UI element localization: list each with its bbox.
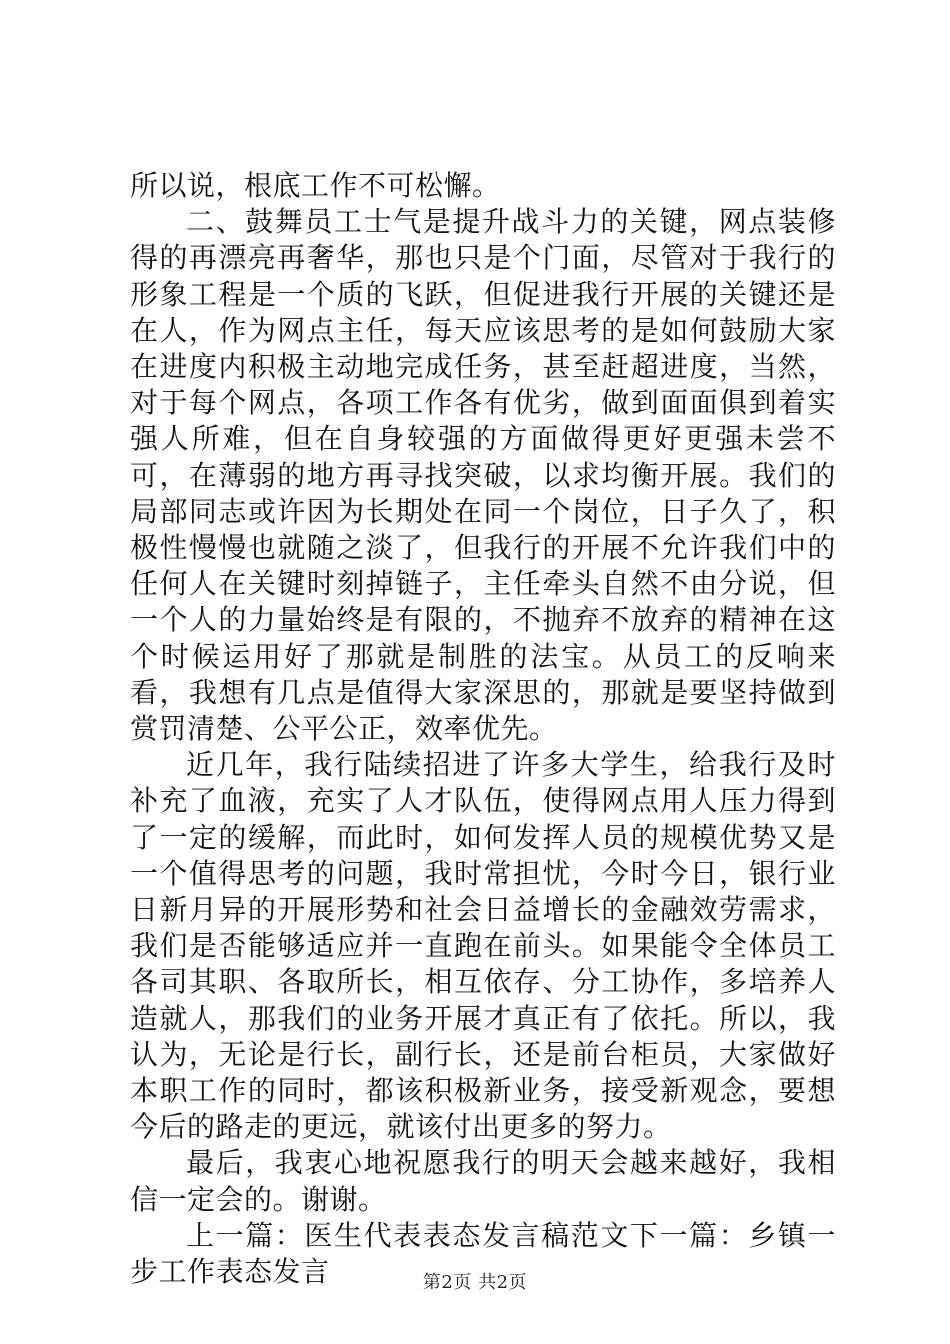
paragraph-closing: 最后，我衷心地祝愿我行的明天会越来越好，我相信一定会的。谢谢。 [130,1146,836,1216]
paragraph-staff-morale: 二、鼓舞员工士气是提升战斗力的关键，网点装修得的再漂亮再奢华，那也只是个门面，尽管对于我行的形象工程是一个质的飞跃，但促进我行开展的关键还是在人，作为网点主任，每天应该思考的是如何鼓励大家在进度内积极主动地完成任务，甚至赶超进度，当然，对于每个网点，各项工作各有优劣，做到面面俱到着实强人所难，但在自身较强的方面做得更好更强未尝不可，在薄弱的地方再寻找突破，以求均衡开展。我们的局部同志或许因为长期处在同一个岗位，日子久了，积极性慢慢也就随之淡了，但我行的开展不允许我们中的任何人在关键时刻掉链子，主任牵头自然不由分说，但一个人的力量始终是有限的，不抛弃不放弃的精神在这个时候运用好了那就是制胜的法宝。从员工的反响来看，我想有几点是值得大家深思的，那就是要坚持做到赏罚清楚、公平公正，效率优先。 [130,205,836,746]
paragraph-talent: 近几年，我行陆续招进了许多大学生，给我行及时补充了血液，充实了人才队伍，使得网点用人压力得到了一定的缓解，而此时，如何发挥人员的规模优势又是一个值得思考的问题，我时常担忧，今时今日，银行业日新月异的开展形势和社会日益增长的金融效劳需求，我们是否能够适应并一直跑在前头。如果能令全体员工各司其职、各取所长，相互依存、分工协作，多培养人造就人，那我们的业务开展才真正有了依托。所以，我认为，无论是行长，副行长，还是前台柜员，大家做好本职工作的同时，都该积极新业务，接受新观念，要想今后的路走的更远，就该付出更多的努力。 [130,748,836,1144]
paragraph-continuation: 所以说，根底工作不可松懈。 [130,169,501,202]
document-body [130,168,836,1290]
prev-next-links[interactable]: 上一篇：医生代表表态发言稿范文下一篇：乡镇一步工作表态发言 [130,1218,836,1289]
page-number-footer: 第2页 共2页 [422,1272,528,1293]
